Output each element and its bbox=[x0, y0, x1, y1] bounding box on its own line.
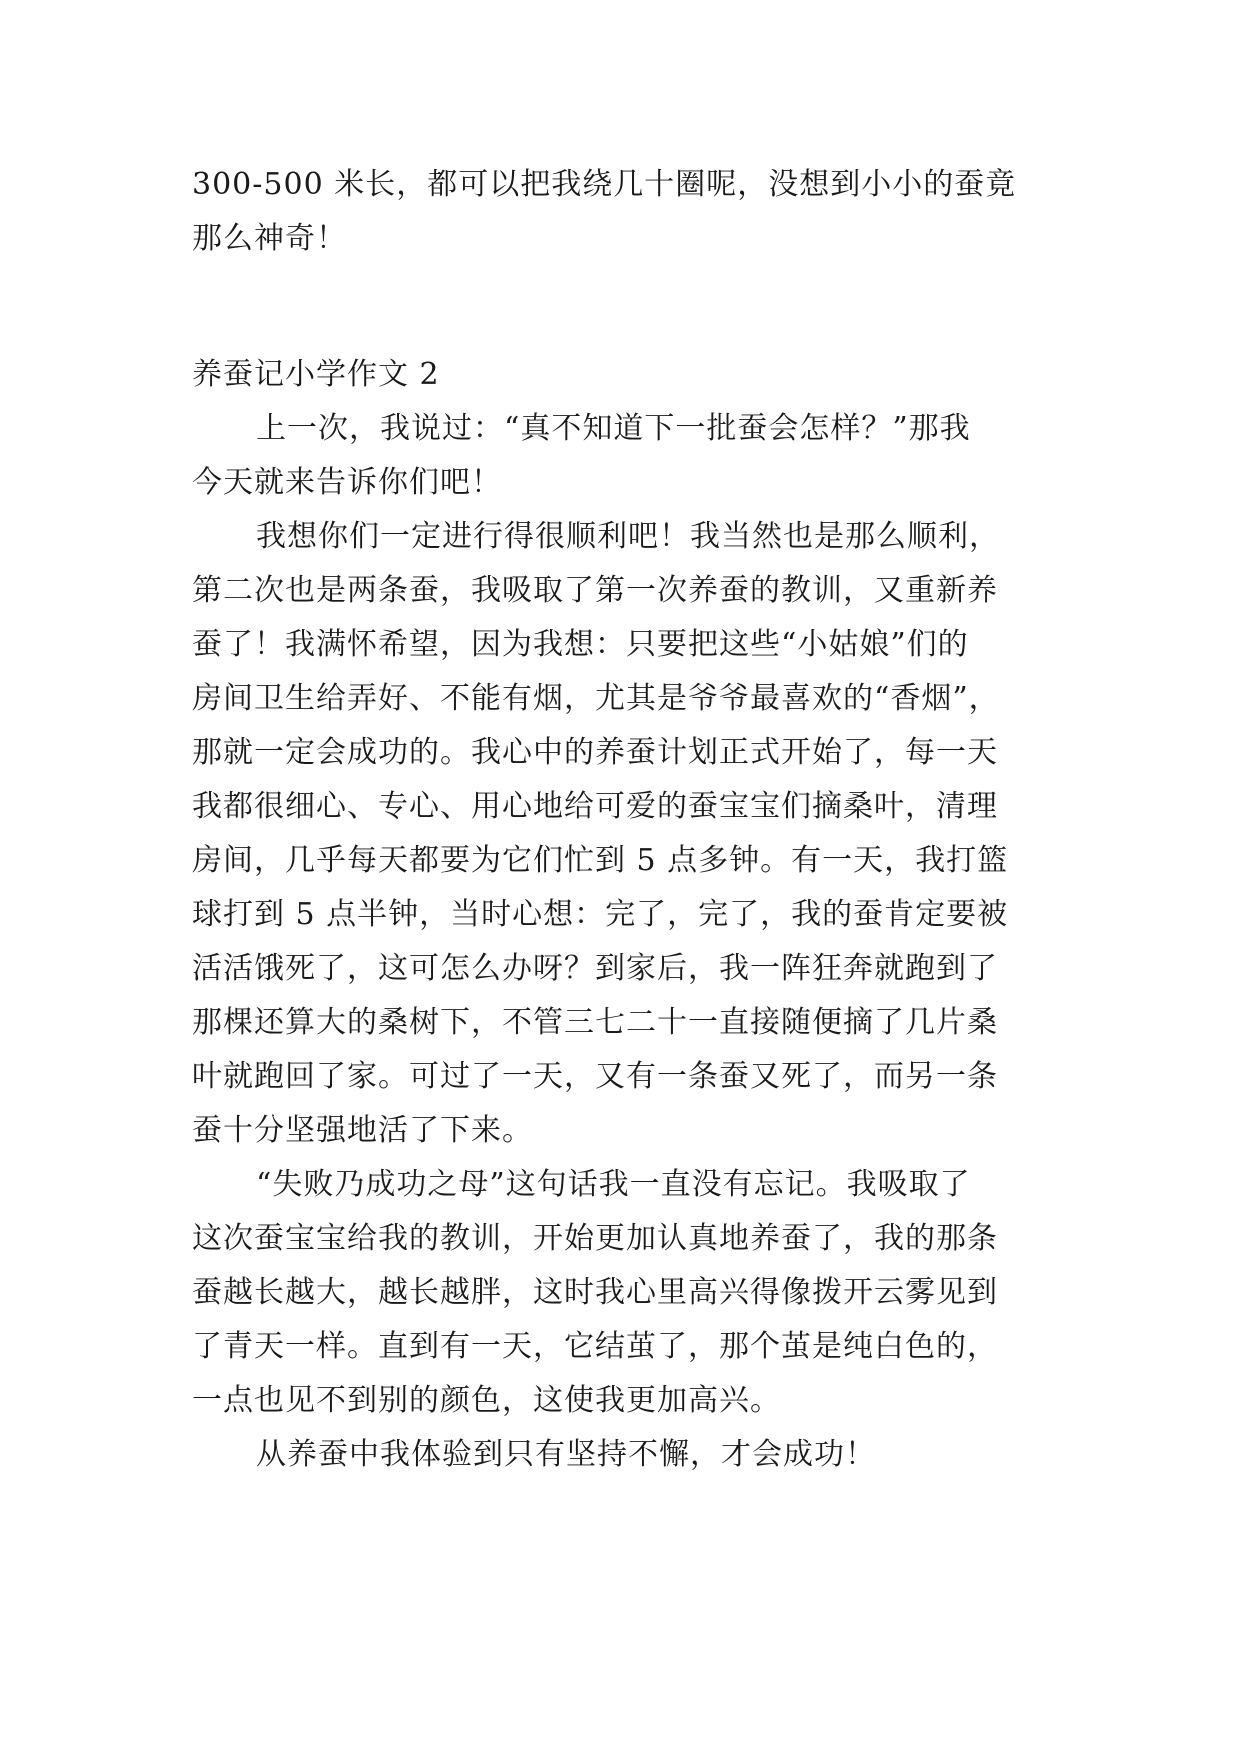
text-line: 蚕十分坚强地活了下来。 bbox=[192, 1113, 533, 1148]
text-line: 那么神奇！ bbox=[192, 221, 347, 256]
document-body bbox=[192, 158, 1062, 1482]
text-line: 房间，几乎每天都要为它们忙到 5 点多钟。有一天，我打篮 bbox=[192, 843, 1009, 878]
text-line: 蚕了！我满怀希望，因为我想：只要把这些“小姑娘”们的 bbox=[192, 627, 969, 662]
paragraph-1 bbox=[192, 402, 1062, 510]
paragraph-4 bbox=[192, 1428, 1062, 1482]
text-line: 今天就来告诉你们吧！ bbox=[192, 465, 502, 500]
paragraph-3 bbox=[192, 1158, 1062, 1428]
text-line: 房间卫生给弄好、不能有烟，尤其是爷爷最喜欢的“香烟”， bbox=[192, 681, 1000, 716]
text-line: 叶就跑回了家。可过了一天，又有一条蚕又死了，而另一条 bbox=[192, 1059, 998, 1094]
text-line: 那就一定会成功的。我心中的养蚕计划正式开始了，每一天 bbox=[192, 735, 998, 770]
text-line: 我想你们一定进行得很顺利吧！我当然也是那么顺利， bbox=[256, 519, 1000, 554]
text-line: 一点也见不到别的颜色，这使我更加高兴。 bbox=[192, 1383, 781, 1418]
text-line: “失败乃成功之母”这句话我一直没有忘记。我吸取了 bbox=[256, 1167, 971, 1202]
text-line: 上一次，我说过：“真不知道下一批蚕会怎样？”那我 bbox=[256, 411, 971, 446]
text-line: 我都很细心、专心、用心地给可爱的蚕宝宝们摘桑叶，清理 bbox=[192, 789, 998, 824]
text-line: 第二次也是两条蚕，我吸取了第一次养蚕的教训，又重新养 bbox=[192, 573, 998, 608]
text-line: 球打到 5 点半钟，当时心想：完了，完了，我的蚕肯定要被 bbox=[192, 897, 1009, 932]
text-line: 活活饿死了，这可怎么办呀？到家后，我一阵狂奔就跑到了 bbox=[192, 951, 998, 986]
essay-title: 养蚕记小学作文 2 bbox=[192, 357, 440, 392]
continuation-paragraph bbox=[192, 158, 1062, 266]
text-line: 蚕越长越大，越长越胖，这时我心里高兴得像拨开云雾见到 bbox=[192, 1275, 998, 1310]
paragraph-2 bbox=[192, 510, 1062, 1158]
text-line: 了青天一样。直到有一天，它结茧了，那个茧是纯白色的， bbox=[192, 1329, 998, 1364]
text-line: 300-500 米长，都可以把我绕几十圈呢，没想到小小的蚕竟 bbox=[192, 167, 1017, 202]
text-line: 那棵还算大的桑树下，不管三七二十一直接随便摘了几片桑 bbox=[192, 1005, 998, 1040]
text-line: 从养蚕中我体验到只有坚持不懈，才会成功！ bbox=[256, 1437, 876, 1472]
text-line: 这次蚕宝宝给我的教训，开始更加认真地养蚕了，我的那条 bbox=[192, 1221, 998, 1256]
